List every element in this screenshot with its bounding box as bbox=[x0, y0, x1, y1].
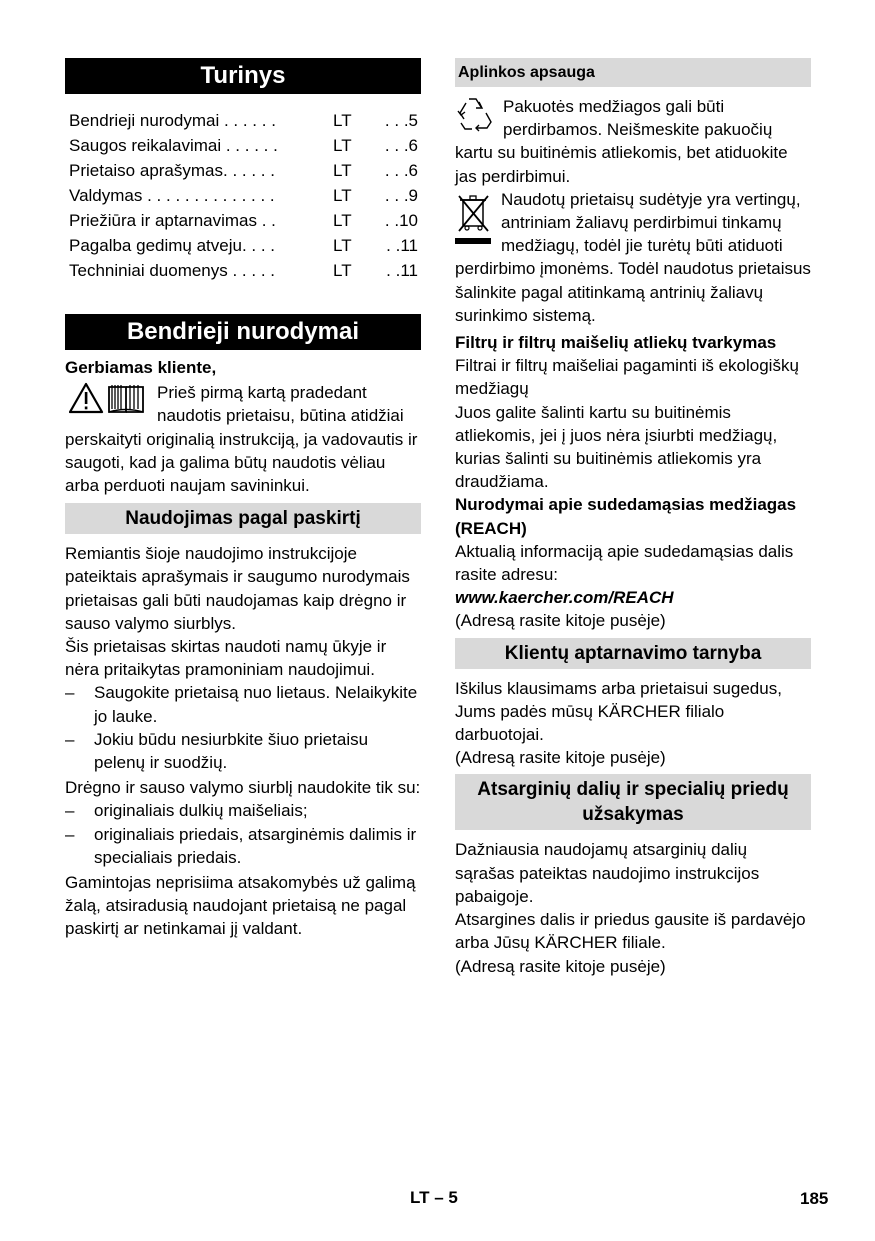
toc-title: Techniniai duomenys . . . . . bbox=[69, 261, 275, 280]
footer-page-number: 185 bbox=[800, 1189, 829, 1208]
toc-page: . . .5 bbox=[384, 111, 418, 130]
parts-p3: (Adresą rasite kitoje pusėje) bbox=[455, 956, 666, 976]
toc-page: . .11 bbox=[386, 236, 418, 255]
toc-title: Prietaiso aprašymas. . . . . . bbox=[69, 161, 275, 180]
usage-p3: Drėgno ir sauso valymo siurblį naudokite tik su: bbox=[65, 778, 421, 798]
general-heading: Bendrieji nurodymai bbox=[65, 314, 421, 350]
list-item bbox=[65, 823, 421, 869]
toc-title: Valdymas . . . . . . . . . . . . . . bbox=[69, 186, 275, 205]
usage-p4: Gamintojas neprisiima atsakomybės už galimą žalą, atsiradusią naudojant prietaisą ne pagal paskirtį ar netinkamai jį valdant. bbox=[65, 873, 416, 939]
weee-block bbox=[455, 188, 811, 327]
parts-heading: Atsarginių dalių ir specialių priedų užsakymas bbox=[455, 774, 811, 830]
intro-block bbox=[65, 381, 421, 497]
filters-heading: Filtrų ir filtrų maišelių atliekų tvarkymas bbox=[455, 333, 777, 353]
parts-p1: Dažniausia naudojamų atsarginių dalių sąrašas pateiktas naudojimo instrukcijos pabaigoje. bbox=[455, 840, 760, 906]
list-item bbox=[65, 728, 421, 774]
toc-title: Bendrieji nurodymai . . . . . . bbox=[69, 111, 276, 130]
toc-row[interactable] bbox=[69, 233, 421, 258]
list-text: originaliais dulkių maišeliais; bbox=[94, 801, 308, 821]
footer-language-page: LT – 5 bbox=[410, 1188, 458, 1207]
intro-text: Prieš pirmą kartą pradedant naudotis prietaisu, būtina atidžiai perskaityti originalią instrukciją, ja vadovautis ir saugoti, kad ja galima būtų naudotis vėliau arba perduoti naujam savininkui. bbox=[65, 383, 418, 496]
environment-heading: Aplinkos apsauga bbox=[455, 58, 811, 87]
dash: – bbox=[65, 729, 75, 749]
toc-lang: LT bbox=[333, 261, 352, 280]
toc-row[interactable] bbox=[69, 258, 421, 283]
toc-lang: LT bbox=[333, 186, 352, 205]
warning-manual-icon bbox=[69, 381, 149, 420]
left-column bbox=[65, 58, 421, 941]
dash: – bbox=[65, 683, 75, 703]
toc-title: Pagalba gedimų atveju. . . . bbox=[69, 236, 276, 255]
filters-p1: Filtrai ir filtrų maišeliai pagaminti iš ekologiškų medžiagų bbox=[455, 356, 799, 399]
toc-lang: LT bbox=[333, 111, 352, 130]
dash: – bbox=[65, 801, 75, 821]
crossed-bin-icon bbox=[455, 190, 493, 253]
reach-p1: Aktualią informaciją apie sudedamąsias dalis rasite adresu: bbox=[455, 541, 794, 585]
toc-title: Saugos reikalavimai . . . . . . bbox=[69, 136, 278, 155]
toc-page: . . .6 bbox=[384, 136, 418, 155]
toc-row[interactable] bbox=[69, 158, 421, 183]
recycle-text: Pakuotės medžiagos gali būti perdirbamos. Neišmeskite pakuočių kartu su buitinėmis atliekomis, bet atiduokite jas perdirbimui. bbox=[455, 97, 788, 186]
toc-lang: LT bbox=[333, 236, 352, 255]
service-heading: Klientų aptarnavimo tarnyba bbox=[455, 638, 811, 669]
weee-text: Naudotų prietaisų sudėtyje yra vertingų, antriniam žaliavų perdirbimui tinkamų medžiagų, todėl jie turėtų būti atiduoti perdirbimo įmonėms. Todėl naudotus prietaisus šalinkite pagal atitinkamą antrinių žaliavų surinkimo sistemą. bbox=[455, 189, 811, 325]
usage-p1: Remiantis šioje naudojimo instrukcijoje pateiktais aprašymais ir saugumo nurodymais prietaisas gali būti naudojamas kaip drėgno ir sauso valymo siurblys. bbox=[65, 544, 410, 633]
toc-lang: LT bbox=[333, 161, 352, 180]
service-p2: (Adresą rasite kitoje pusėje) bbox=[455, 748, 666, 768]
toc-row[interactable] bbox=[69, 108, 421, 133]
list-item bbox=[65, 799, 421, 822]
parts-p2: Atsargines dalis ir priedus gausite iš pardavėjo arba Jūsų KÄRCHER filiale. bbox=[455, 910, 806, 953]
recycle-block bbox=[455, 95, 811, 188]
usage-p2: Šis prietaisas skirtas naudoti namų ūkyje ir nėra pritaikytas pramoniniam naudojimui. bbox=[65, 637, 387, 680]
reach-link[interactable]: www.kaercher.com/REACH bbox=[455, 588, 674, 608]
toc-row[interactable] bbox=[69, 208, 421, 233]
dash: – bbox=[65, 824, 75, 844]
toc-page: . .10 bbox=[384, 211, 418, 230]
list-item bbox=[65, 681, 421, 727]
toc-lang: LT bbox=[333, 136, 352, 155]
toc-row[interactable] bbox=[69, 133, 421, 158]
toc-row[interactable] bbox=[69, 183, 421, 208]
list-text: Jokiu būdu nesiurbkite šiuo prietaisu pelenų ir suodžių. bbox=[94, 729, 369, 773]
reach-p2: (Adresą rasite kitoje pusėje) bbox=[455, 611, 666, 631]
toc-page: . . .9 bbox=[384, 186, 418, 205]
filters-p2: Juos galite šalinti kartu su buitinėmis atliekomis, jei į juos nėra įsiurbti medžiagų, kurias šalinti su buitinėmis atliekomis yra draudžiama. bbox=[455, 402, 778, 492]
toc-page: . .11 bbox=[386, 261, 418, 280]
list-text: originaliais priedais, atsarginėmis dalimis ir specialiais priedais. bbox=[94, 824, 417, 867]
usage-heading: Naudojimas pagal paskirtį bbox=[65, 503, 421, 534]
service-p1: Iškilus klausimams arba prietaisui sugedus, Jums padės mūsų KÄRCHER filialo darbuotojai. bbox=[455, 678, 782, 745]
list-text: Saugokite prietaisą nuo lietaus. Nelaikykite jo lauke. bbox=[94, 683, 418, 726]
reach-heading: Nurodymai apie sudedamąsias medžiagas (REACH) bbox=[455, 495, 797, 538]
recycle-icon bbox=[455, 95, 495, 140]
toc-page: . . .6 bbox=[384, 161, 418, 180]
right-column bbox=[455, 58, 811, 978]
table-of-contents bbox=[69, 108, 421, 283]
toc-heading: Turinys bbox=[65, 58, 421, 94]
greeting: Gerbiamas kliente, bbox=[65, 358, 217, 377]
toc-title: Priežiūra ir aptarnavimas . . bbox=[69, 211, 276, 230]
toc-lang: LT bbox=[333, 211, 352, 230]
